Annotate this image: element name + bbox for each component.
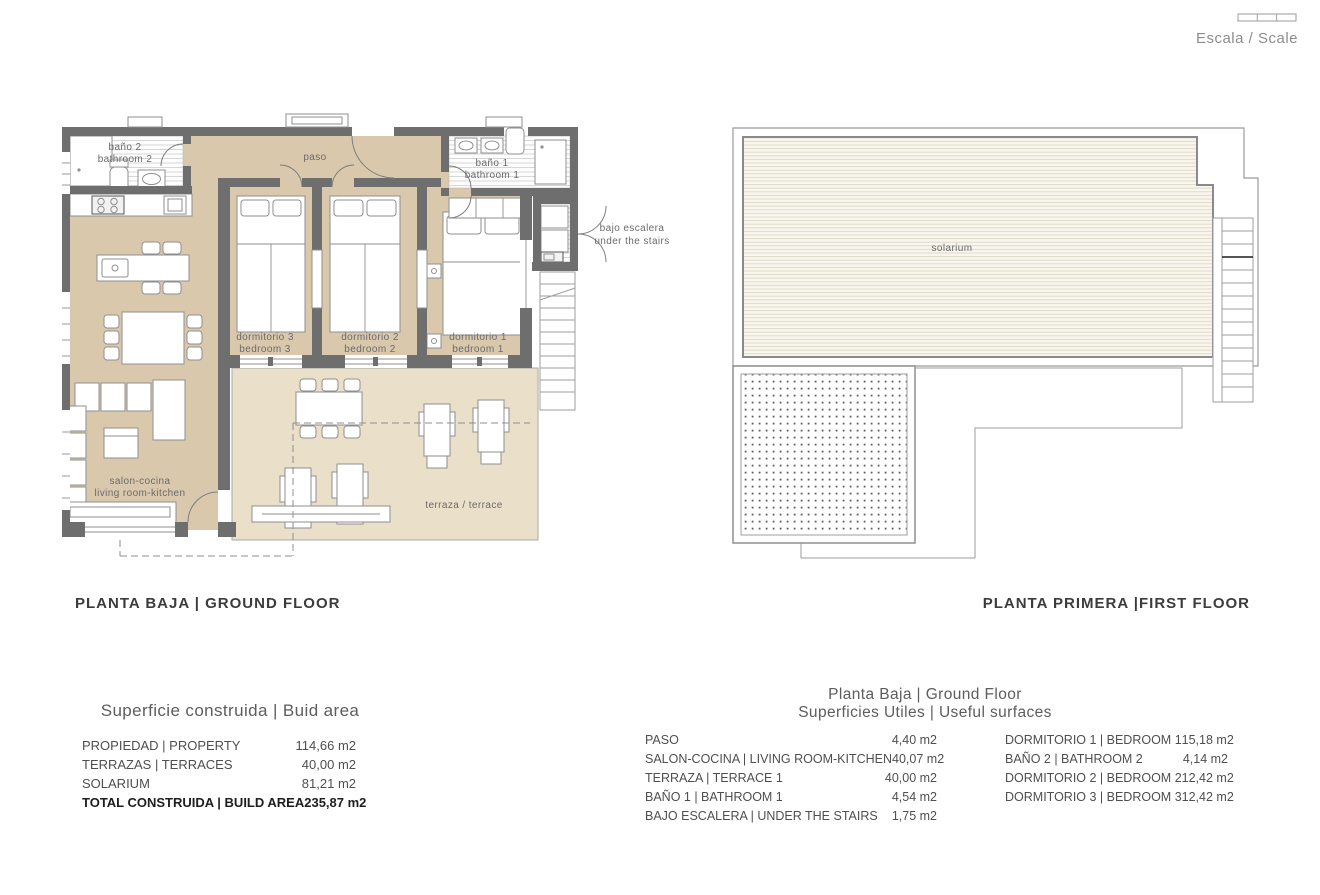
table-row bbox=[645, 788, 937, 807]
ground-floor-plan bbox=[62, 114, 670, 556]
useful-table-left bbox=[645, 731, 945, 826]
build-area-table bbox=[82, 736, 367, 812]
first-floor-plan bbox=[733, 128, 1258, 558]
row-label: TERRAZAS | TERRACES bbox=[82, 757, 233, 772]
useful-table-title-line2: Superficies Utiles | Useful surfaces bbox=[798, 704, 1052, 721]
terrace-label: terraza / terrace bbox=[425, 500, 503, 511]
row-label: PASO bbox=[645, 733, 679, 747]
bathroom2-label-en: bathroom 2 bbox=[97, 154, 153, 165]
bedroom1-label-en: bedroom 1 bbox=[452, 344, 504, 355]
table-row bbox=[82, 736, 356, 755]
bedroom3-label-en: bedroom 3 bbox=[239, 344, 291, 355]
row-value: 81,21 m2 bbox=[301, 776, 356, 791]
row-value: 114,66 m2 bbox=[295, 738, 356, 753]
build-area-table-title: Superficie construida | Buid area bbox=[100, 701, 360, 720]
scale-bar bbox=[1238, 14, 1296, 21]
table-row bbox=[82, 793, 367, 812]
table-row bbox=[82, 774, 356, 793]
row-label: DORMITORIO 1 | BEDROOM 1 bbox=[1005, 733, 1182, 747]
row-label: SOLARIUM bbox=[82, 776, 150, 791]
bedroom3-label-es: dormitorio 3 bbox=[236, 332, 294, 343]
row-label: DORMITORIO 2 | BEDROOM 2 bbox=[1005, 771, 1182, 785]
row-label: BAJO ESCALERA | UNDER THE STAIRS bbox=[645, 809, 878, 823]
porch-blocks bbox=[128, 114, 522, 127]
row-value: 15,18 m2 bbox=[1181, 733, 1234, 747]
row-value: 12,42 m2 bbox=[1181, 771, 1234, 785]
row-label: SALON-COCINA | LIVING ROOM-KITCHEN bbox=[645, 752, 893, 766]
row-label: BAÑO 1 | BATHROOM 1 bbox=[645, 790, 783, 804]
row-value: 235,87 m2 bbox=[304, 795, 367, 810]
row-value: 4,40 m2 bbox=[891, 733, 937, 747]
first-floor-stairs bbox=[1213, 218, 1253, 402]
row-value: 40,00 m2 bbox=[884, 771, 937, 785]
row-label: TOTAL CONSTRUIDA | BUILD AREA bbox=[82, 795, 305, 810]
table-row bbox=[645, 750, 945, 769]
solarium-deck bbox=[743, 137, 1213, 357]
table-row bbox=[1005, 731, 1234, 750]
table-row bbox=[82, 755, 356, 774]
row-value: 40,07 m2 bbox=[892, 752, 945, 766]
table-row bbox=[645, 807, 937, 826]
row-value: 12,42 m2 bbox=[1181, 790, 1234, 804]
bed-bedroom2 bbox=[330, 196, 400, 332]
living-room-label-en: living room-kitchen bbox=[94, 488, 186, 499]
bathroom1-label-en: bathroom 1 bbox=[464, 170, 520, 181]
row-label: PROPIEDAD | PROPERTY bbox=[82, 738, 241, 753]
kitchen-counter bbox=[70, 194, 192, 216]
paso-label: paso bbox=[303, 152, 327, 163]
useful-table-title bbox=[775, 686, 1075, 722]
row-value: 1,75 m2 bbox=[891, 809, 937, 823]
terrace-dining-table bbox=[296, 379, 362, 438]
solarium-label: solarium bbox=[931, 243, 973, 254]
table-row bbox=[645, 769, 937, 788]
wardrobe-divider bbox=[312, 250, 322, 308]
row-value: 4,14 m2 bbox=[1182, 752, 1228, 766]
table-row bbox=[1005, 769, 1234, 788]
row-label: DORMITORIO 3 | BEDROOM 3 bbox=[1005, 790, 1182, 804]
bathroom2-label-es: baño 2 bbox=[108, 142, 142, 153]
under-stairs-label-es: bajo escalera bbox=[599, 223, 665, 234]
useful-table-title-line1: Planta Baja | Ground Floor bbox=[828, 686, 1022, 703]
first-floor-title: PLANTA PRIMERA |FIRST FLOOR bbox=[982, 595, 1250, 612]
table-row bbox=[1005, 788, 1234, 807]
table-row bbox=[645, 731, 937, 750]
row-label: BAÑO 2 | BATHROOM 2 bbox=[1005, 752, 1143, 766]
bedroom2-label-es: dormitorio 2 bbox=[341, 332, 399, 343]
useful-table-right bbox=[1005, 731, 1234, 807]
row-label: TERRAZA | TERRACE 1 bbox=[645, 771, 783, 785]
bedroom2-label-en: bedroom 2 bbox=[344, 344, 396, 355]
living-room-label-es: salon-cocina bbox=[109, 476, 171, 487]
table-row bbox=[1005, 750, 1228, 769]
exterior-stairs bbox=[540, 272, 575, 410]
wardrobe-divider bbox=[417, 250, 427, 308]
under-stairs-label-en: under the stairs bbox=[594, 236, 670, 247]
ground-floor-title: PLANTA BAJA | GROUND FLOOR bbox=[75, 595, 341, 612]
bedroom1-label-es: dormitorio 1 bbox=[449, 332, 507, 343]
dining-table bbox=[104, 312, 202, 364]
scale-caption: Escala / Scale bbox=[1195, 30, 1298, 47]
row-value: 4,54 m2 bbox=[891, 790, 937, 804]
bed-bedroom3 bbox=[237, 196, 305, 332]
pergola-area bbox=[733, 366, 915, 543]
row-value: 40,00 m2 bbox=[301, 757, 356, 772]
bathroom1-label-es: baño 1 bbox=[475, 158, 509, 169]
